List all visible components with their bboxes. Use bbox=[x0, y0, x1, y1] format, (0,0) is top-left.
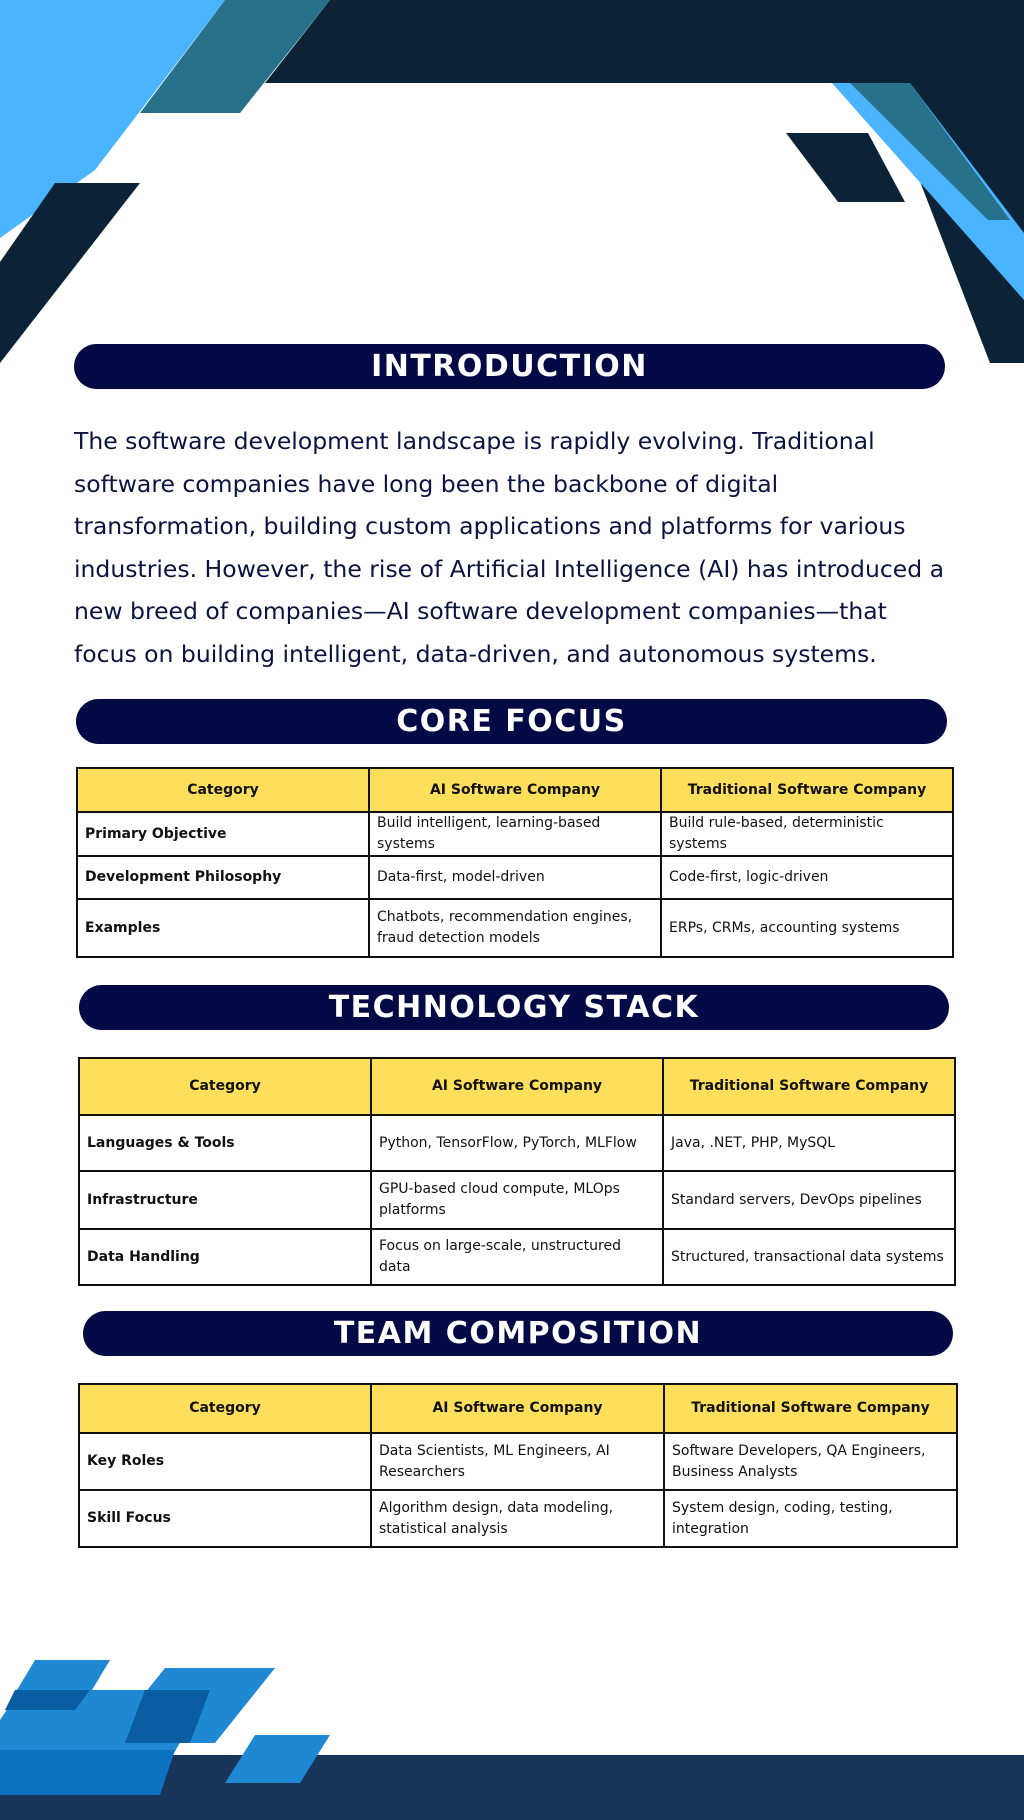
ai-company-cell: Build intelligent, learning-based systems bbox=[369, 812, 661, 856]
table-row bbox=[77, 856, 953, 899]
ai-company-cell: Algorithm design, data modeling, statistical analysis bbox=[371, 1490, 664, 1547]
row-category: Data Handling bbox=[79, 1229, 371, 1285]
table-row bbox=[79, 1433, 957, 1490]
technology-stack-heading-banner: TECHNOLOGY STACK bbox=[79, 985, 949, 1030]
table-row bbox=[79, 1171, 955, 1229]
bottom-decoration bbox=[0, 1630, 1024, 1820]
row-category: Key Roles bbox=[79, 1433, 371, 1490]
core-focus-heading-banner: CORE FOCUS bbox=[76, 699, 947, 744]
bottom-dark-blue-strip bbox=[0, 1750, 175, 1795]
traditional-company-cell: ERPs, CRMs, accounting systems bbox=[661, 899, 953, 957]
ai-company-cell: Focus on large-scale, unstructured data bbox=[371, 1229, 663, 1285]
traditional-company-cell: Java, .NET, PHP, MySQL bbox=[663, 1115, 955, 1171]
table-row bbox=[79, 1490, 957, 1547]
row-category: Development Philosophy bbox=[77, 856, 369, 899]
column-header: Traditional Software Company bbox=[664, 1384, 957, 1433]
column-header: Category bbox=[79, 1058, 371, 1115]
ai-company-cell: GPU-based cloud compute, MLOps platforms bbox=[371, 1171, 663, 1229]
core-focus-table bbox=[76, 767, 954, 958]
traditional-company-cell: Build rule-based, deterministic systems bbox=[661, 812, 953, 856]
table-row bbox=[79, 1115, 955, 1171]
traditional-company-cell: Code-first, logic-driven bbox=[661, 856, 953, 899]
ai-company-cell: Data-first, model-driven bbox=[369, 856, 661, 899]
column-header: AI Software Company bbox=[371, 1384, 664, 1433]
row-category: Primary Objective bbox=[77, 812, 369, 856]
row-category: Languages & Tools bbox=[79, 1115, 371, 1171]
table-row bbox=[77, 812, 953, 856]
table-row bbox=[79, 1229, 955, 1285]
table-header-row bbox=[77, 768, 953, 812]
technology-stack-table bbox=[78, 1057, 956, 1286]
row-category: Examples bbox=[77, 899, 369, 957]
row-category: Skill Focus bbox=[79, 1490, 371, 1547]
traditional-company-cell: Standard servers, DevOps pipelines bbox=[663, 1171, 955, 1229]
traditional-company-cell: System design, coding, testing, integration bbox=[664, 1490, 957, 1547]
column-header: Category bbox=[79, 1384, 371, 1433]
table-header-row bbox=[79, 1384, 957, 1433]
top-dark-band bbox=[265, 0, 910, 83]
column-header: Traditional Software Company bbox=[661, 768, 953, 812]
row-category: Infrastructure bbox=[79, 1171, 371, 1229]
column-header: Traditional Software Company bbox=[663, 1058, 955, 1115]
team-composition-heading-banner: TEAM COMPOSITION bbox=[83, 1311, 953, 1356]
column-header: AI Software Company bbox=[371, 1058, 663, 1115]
intro-paragraph: The software development landscape is rapidly evolving. Traditional software companies have long been the backbone of digital transformation, building custom applications and platforms for various industries. However, the rise of Artificial Intelligence (AI) has introduced a new breed of companies—AI software development companies—that focus on building intelligent, data-driven, and autonomous systems. bbox=[74, 427, 945, 668]
table-row bbox=[77, 899, 953, 957]
ai-company-cell: Chatbots, recommendation engines, fraud detection models bbox=[369, 899, 661, 957]
traditional-company-cell: Structured, transactional data systems bbox=[663, 1229, 955, 1285]
intro-heading-banner: INTRODUCTION bbox=[74, 344, 945, 389]
column-header: Category bbox=[77, 768, 369, 812]
top-decoration bbox=[0, 0, 1024, 370]
bottom-dark-blue-parallelogram-left bbox=[5, 1690, 90, 1710]
table-header-row bbox=[79, 1058, 955, 1115]
ai-company-cell: Python, TensorFlow, PyTorch, MLFlow bbox=[371, 1115, 663, 1171]
team-composition-table bbox=[78, 1383, 958, 1548]
column-header: AI Software Company bbox=[369, 768, 661, 812]
ai-company-cell: Data Scientists, ML Engineers, AI Researchers bbox=[371, 1433, 664, 1490]
traditional-company-cell: Software Developers, QA Engineers, Business Analysts bbox=[664, 1433, 957, 1490]
